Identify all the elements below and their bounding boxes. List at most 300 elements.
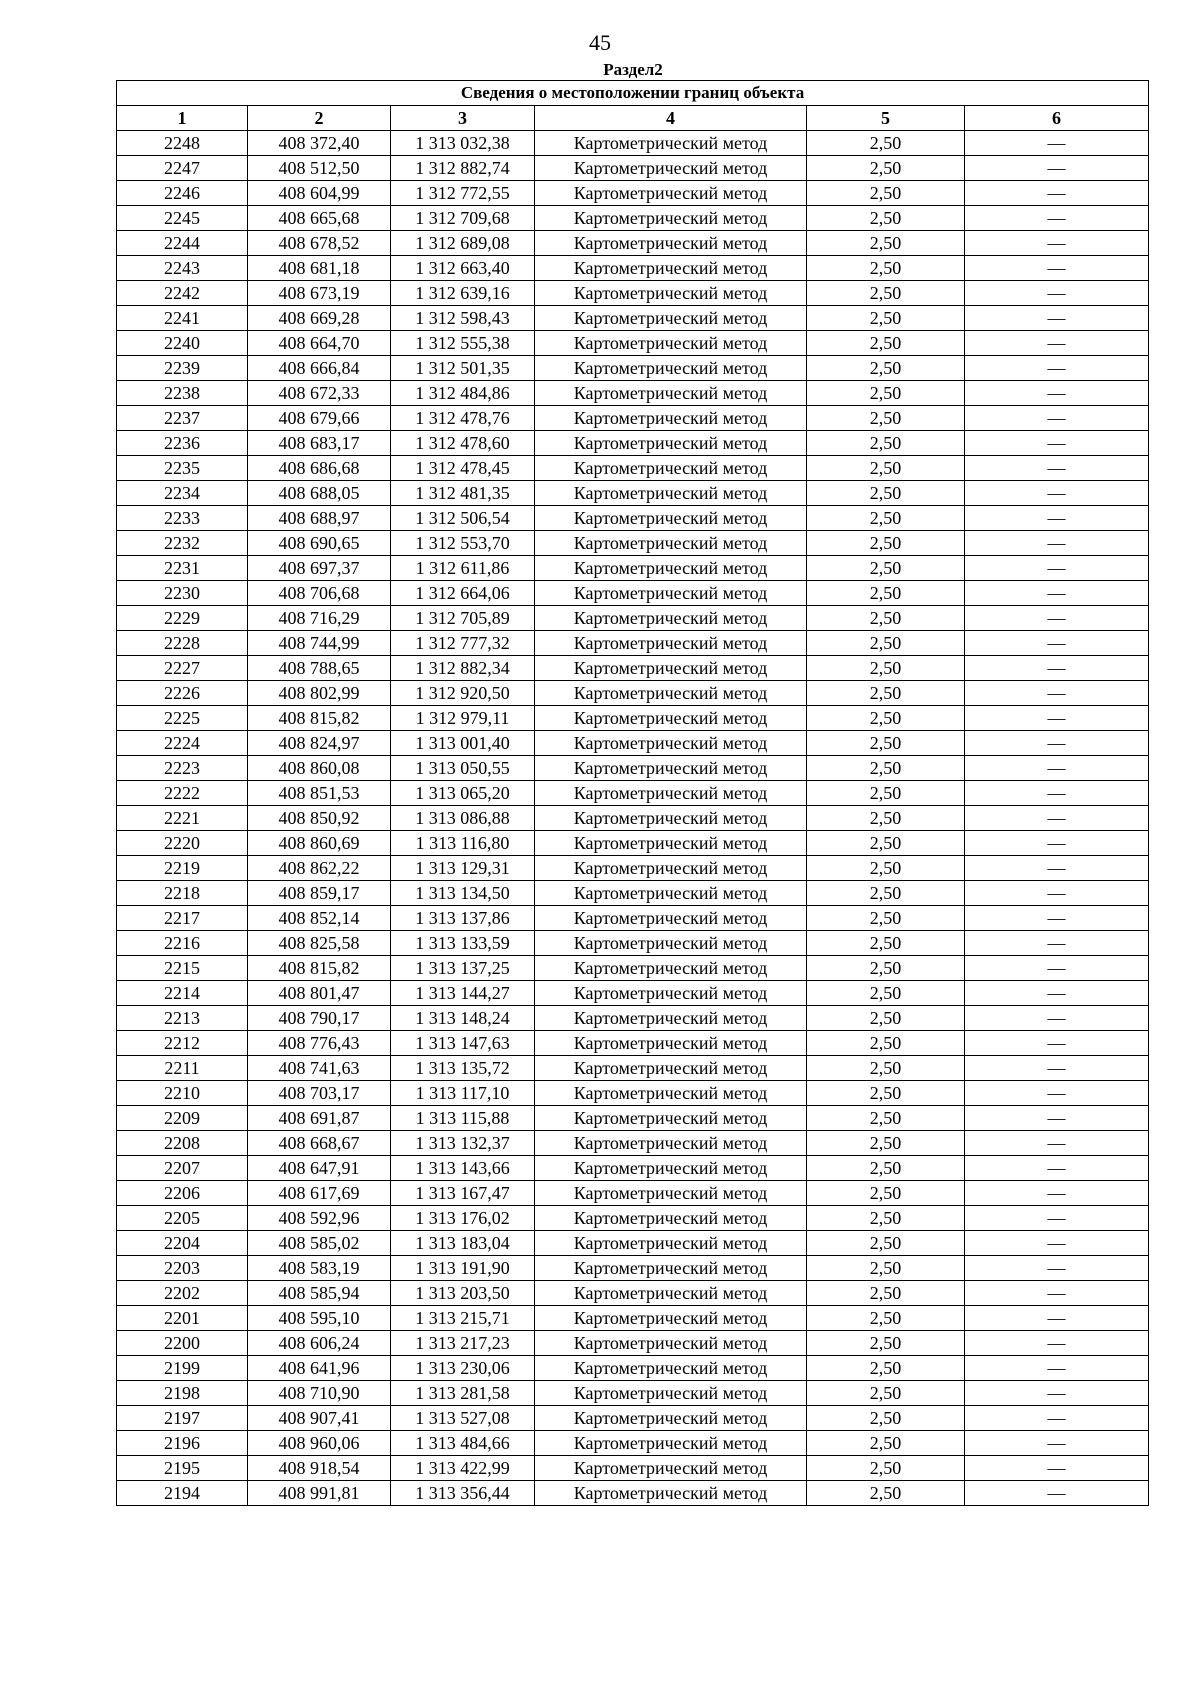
- table-row: [117, 731, 1149, 756]
- y-coordinate-cell: 1 312 553,70: [391, 531, 535, 556]
- accuracy-cell: 2,50: [807, 1306, 965, 1331]
- x-coordinate-cell: 408 583,19: [248, 1256, 391, 1281]
- description-cell: —: [965, 456, 1149, 481]
- point-number-cell: 2209: [117, 1106, 248, 1131]
- description-cell: —: [965, 1406, 1149, 1431]
- point-number-cell: 2245: [117, 206, 248, 231]
- x-coordinate-cell: 408 960,06: [248, 1431, 391, 1456]
- accuracy-cell: 2,50: [807, 706, 965, 731]
- column-number-row: [117, 106, 1149, 131]
- method-cell: Картометрический метод: [535, 406, 807, 431]
- table-row: [117, 1356, 1149, 1381]
- accuracy-cell: 2,50: [807, 606, 965, 631]
- accuracy-cell: 2,50: [807, 1131, 965, 1156]
- y-coordinate-cell: 1 312 777,32: [391, 631, 535, 656]
- description-cell: —: [965, 631, 1149, 656]
- x-coordinate-cell: 408 647,91: [248, 1156, 391, 1181]
- method-cell: Картометрический метод: [535, 256, 807, 281]
- y-coordinate-cell: 1 313 148,24: [391, 1006, 535, 1031]
- table-row: [117, 481, 1149, 506]
- description-cell: —: [965, 156, 1149, 181]
- accuracy-cell: 2,50: [807, 1456, 965, 1481]
- method-cell: Картометрический метод: [535, 731, 807, 756]
- table-row: [117, 831, 1149, 856]
- description-cell: —: [965, 331, 1149, 356]
- point-number-cell: 2232: [117, 531, 248, 556]
- table-row: [117, 356, 1149, 381]
- method-cell: Картометрический метод: [535, 906, 807, 931]
- x-coordinate-cell: 408 681,18: [248, 256, 391, 281]
- description-cell: —: [965, 1456, 1149, 1481]
- method-cell: Картометрический метод: [535, 806, 807, 831]
- point-number-cell: 2242: [117, 281, 248, 306]
- method-cell: Картометрический метод: [535, 381, 807, 406]
- table-row: [117, 656, 1149, 681]
- y-coordinate-cell: 1 313 422,99: [391, 1456, 535, 1481]
- y-coordinate-cell: 1 313 135,72: [391, 1056, 535, 1081]
- description-cell: —: [965, 756, 1149, 781]
- x-coordinate-cell: 408 592,96: [248, 1206, 391, 1231]
- accuracy-cell: 2,50: [807, 231, 965, 256]
- description-cell: —: [965, 1156, 1149, 1181]
- column-number: 4: [535, 106, 807, 131]
- accuracy-cell: 2,50: [807, 1381, 965, 1406]
- x-coordinate-cell: 408 706,68: [248, 581, 391, 606]
- description-cell: —: [965, 881, 1149, 906]
- point-number-cell: 2197: [117, 1406, 248, 1431]
- description-cell: —: [965, 306, 1149, 331]
- y-coordinate-cell: 1 312 705,89: [391, 606, 535, 631]
- point-number-cell: 2226: [117, 681, 248, 706]
- x-coordinate-cell: 408 585,02: [248, 1231, 391, 1256]
- method-cell: Картометрический метод: [535, 1381, 807, 1406]
- accuracy-cell: 2,50: [807, 306, 965, 331]
- table-row: [117, 1106, 1149, 1131]
- point-number-cell: 2201: [117, 1306, 248, 1331]
- y-coordinate-cell: 1 313 217,23: [391, 1331, 535, 1356]
- column-number: 2: [248, 106, 391, 131]
- table-body: [117, 131, 1149, 1506]
- accuracy-cell: 2,50: [807, 981, 965, 1006]
- point-number-cell: 2211: [117, 1056, 248, 1081]
- accuracy-cell: 2,50: [807, 681, 965, 706]
- x-coordinate-cell: 408 744,99: [248, 631, 391, 656]
- accuracy-cell: 2,50: [807, 131, 965, 156]
- x-coordinate-cell: 408 688,97: [248, 506, 391, 531]
- description-cell: —: [965, 206, 1149, 231]
- point-number-cell: 2241: [117, 306, 248, 331]
- y-coordinate-cell: 1 312 555,38: [391, 331, 535, 356]
- table-row: [117, 131, 1149, 156]
- accuracy-cell: 2,50: [807, 1406, 965, 1431]
- x-coordinate-cell: 408 716,29: [248, 606, 391, 631]
- method-cell: Картометрический метод: [535, 1206, 807, 1231]
- point-number-cell: 2221: [117, 806, 248, 831]
- table-row: [117, 856, 1149, 881]
- description-cell: —: [965, 1181, 1149, 1206]
- accuracy-cell: 2,50: [807, 656, 965, 681]
- description-cell: —: [965, 231, 1149, 256]
- table-row: [117, 631, 1149, 656]
- accuracy-cell: 2,50: [807, 431, 965, 456]
- table-row: [117, 506, 1149, 531]
- description-cell: —: [965, 431, 1149, 456]
- point-number-cell: 2218: [117, 881, 248, 906]
- y-coordinate-cell: 1 313 147,63: [391, 1031, 535, 1056]
- table-row: [117, 431, 1149, 456]
- table-row: [117, 1481, 1149, 1506]
- x-coordinate-cell: 408 666,84: [248, 356, 391, 381]
- x-coordinate-cell: 408 673,19: [248, 281, 391, 306]
- point-number-cell: 2202: [117, 1281, 248, 1306]
- accuracy-cell: 2,50: [807, 881, 965, 906]
- y-coordinate-cell: 1 313 215,71: [391, 1306, 535, 1331]
- x-coordinate-cell: 408 860,69: [248, 831, 391, 856]
- accuracy-cell: 2,50: [807, 256, 965, 281]
- y-coordinate-cell: 1 313 050,55: [391, 756, 535, 781]
- description-cell: —: [965, 1481, 1149, 1506]
- table-row: [117, 231, 1149, 256]
- description-cell: —: [965, 1031, 1149, 1056]
- y-coordinate-cell: 1 313 134,50: [391, 881, 535, 906]
- description-cell: —: [965, 1256, 1149, 1281]
- point-number-cell: 2212: [117, 1031, 248, 1056]
- description-cell: —: [965, 381, 1149, 406]
- description-cell: —: [965, 531, 1149, 556]
- accuracy-cell: 2,50: [807, 931, 965, 956]
- description-cell: —: [965, 1381, 1149, 1406]
- point-number-cell: 2217: [117, 906, 248, 931]
- accuracy-cell: 2,50: [807, 156, 965, 181]
- method-cell: Картометрический метод: [535, 581, 807, 606]
- accuracy-cell: 2,50: [807, 831, 965, 856]
- point-number-cell: 2213: [117, 1006, 248, 1031]
- y-coordinate-cell: 1 312 882,34: [391, 656, 535, 681]
- table-row: [117, 681, 1149, 706]
- y-coordinate-cell: 1 312 506,54: [391, 506, 535, 531]
- description-cell: —: [965, 956, 1149, 981]
- point-number-cell: 2199: [117, 1356, 248, 1381]
- table-row: [117, 1256, 1149, 1281]
- x-coordinate-cell: 408 690,65: [248, 531, 391, 556]
- x-coordinate-cell: 408 641,96: [248, 1356, 391, 1381]
- table-row: [117, 1231, 1149, 1256]
- point-number-cell: 2219: [117, 856, 248, 881]
- accuracy-cell: 2,50: [807, 1081, 965, 1106]
- description-cell: —: [965, 681, 1149, 706]
- table-row: [117, 156, 1149, 181]
- x-coordinate-cell: 408 617,69: [248, 1181, 391, 1206]
- point-number-cell: 2222: [117, 781, 248, 806]
- accuracy-cell: 2,50: [807, 956, 965, 981]
- accuracy-cell: 2,50: [807, 1281, 965, 1306]
- x-coordinate-cell: 408 788,65: [248, 656, 391, 681]
- accuracy-cell: 2,50: [807, 381, 965, 406]
- point-number-cell: 2207: [117, 1156, 248, 1181]
- description-cell: —: [965, 256, 1149, 281]
- point-number-cell: 2239: [117, 356, 248, 381]
- accuracy-cell: 2,50: [807, 531, 965, 556]
- y-coordinate-cell: 1 313 144,27: [391, 981, 535, 1006]
- description-cell: —: [965, 781, 1149, 806]
- table-row: [117, 1006, 1149, 1031]
- x-coordinate-cell: 408 703,17: [248, 1081, 391, 1106]
- y-coordinate-cell: 1 312 664,06: [391, 581, 535, 606]
- table-header: [117, 81, 1149, 131]
- point-number-cell: 2240: [117, 331, 248, 356]
- accuracy-cell: 2,50: [807, 1356, 965, 1381]
- point-number-cell: 2247: [117, 156, 248, 181]
- table-row: [117, 406, 1149, 431]
- description-cell: —: [965, 831, 1149, 856]
- method-cell: Картометрический метод: [535, 1006, 807, 1031]
- method-cell: Картометрический метод: [535, 331, 807, 356]
- description-cell: —: [965, 481, 1149, 506]
- table-row: [117, 781, 1149, 806]
- x-coordinate-cell: 408 697,37: [248, 556, 391, 581]
- y-coordinate-cell: 1 313 527,08: [391, 1406, 535, 1431]
- x-coordinate-cell: 408 815,82: [248, 706, 391, 731]
- point-number-cell: 2206: [117, 1181, 248, 1206]
- description-cell: —: [965, 556, 1149, 581]
- description-cell: —: [965, 806, 1149, 831]
- y-coordinate-cell: 1 313 137,86: [391, 906, 535, 931]
- table-row: [117, 1431, 1149, 1456]
- boundary-coordinates-table: [116, 80, 1149, 1506]
- x-coordinate-cell: 408 860,08: [248, 756, 391, 781]
- description-cell: —: [965, 856, 1149, 881]
- x-coordinate-cell: 408 678,52: [248, 231, 391, 256]
- x-coordinate-cell: 408 824,97: [248, 731, 391, 756]
- accuracy-cell: 2,50: [807, 1031, 965, 1056]
- method-cell: Картометрический метод: [535, 1131, 807, 1156]
- y-coordinate-cell: 1 312 663,40: [391, 256, 535, 281]
- point-number-cell: 2198: [117, 1381, 248, 1406]
- x-coordinate-cell: 408 585,94: [248, 1281, 391, 1306]
- section-title: Раздел2: [603, 60, 663, 79]
- x-coordinate-cell: 408 852,14: [248, 906, 391, 931]
- point-number-cell: 2230: [117, 581, 248, 606]
- table-row: [117, 956, 1149, 981]
- method-cell: Картометрический метод: [535, 1156, 807, 1181]
- y-coordinate-cell: 1 313 356,44: [391, 1481, 535, 1506]
- method-cell: Картометрический метод: [535, 281, 807, 306]
- table-row: [117, 306, 1149, 331]
- point-number-cell: 2224: [117, 731, 248, 756]
- point-number-cell: 2229: [117, 606, 248, 631]
- method-cell: Картометрический метод: [535, 356, 807, 381]
- accuracy-cell: 2,50: [807, 1156, 965, 1181]
- y-coordinate-cell: 1 313 133,59: [391, 931, 535, 956]
- method-cell: Картометрический метод: [535, 1306, 807, 1331]
- y-coordinate-cell: 1 312 598,43: [391, 306, 535, 331]
- method-cell: Картометрический метод: [535, 231, 807, 256]
- method-cell: Картометрический метод: [535, 1331, 807, 1356]
- y-coordinate-cell: 1 313 191,90: [391, 1256, 535, 1281]
- method-cell: Картометрический метод: [535, 1106, 807, 1131]
- accuracy-cell: 2,50: [807, 1231, 965, 1256]
- accuracy-cell: 2,50: [807, 1181, 965, 1206]
- accuracy-cell: 2,50: [807, 331, 965, 356]
- y-coordinate-cell: 1 312 478,60: [391, 431, 535, 456]
- table-row: [117, 1281, 1149, 1306]
- method-cell: Картометрический метод: [535, 1356, 807, 1381]
- description-cell: —: [965, 706, 1149, 731]
- accuracy-cell: 2,50: [807, 1206, 965, 1231]
- table-row: [117, 1456, 1149, 1481]
- method-cell: Картометрический метод: [535, 1231, 807, 1256]
- method-cell: Картометрический метод: [535, 656, 807, 681]
- method-cell: Картометрический метод: [535, 1256, 807, 1281]
- table-row: [117, 756, 1149, 781]
- point-number-cell: 2210: [117, 1081, 248, 1106]
- table-row: [117, 1056, 1149, 1081]
- x-coordinate-cell: 408 859,17: [248, 881, 391, 906]
- description-cell: —: [965, 1356, 1149, 1381]
- description-cell: —: [965, 731, 1149, 756]
- table-row: [117, 381, 1149, 406]
- method-cell: Картометрический метод: [535, 181, 807, 206]
- y-coordinate-cell: 1 312 772,55: [391, 181, 535, 206]
- point-number-cell: 2204: [117, 1231, 248, 1256]
- x-coordinate-cell: 408 850,92: [248, 806, 391, 831]
- y-coordinate-cell: 1 312 478,76: [391, 406, 535, 431]
- x-coordinate-cell: 408 991,81: [248, 1481, 391, 1506]
- accuracy-cell: 2,50: [807, 581, 965, 606]
- y-coordinate-cell: 1 313 117,10: [391, 1081, 535, 1106]
- y-coordinate-cell: 1 313 001,40: [391, 731, 535, 756]
- x-coordinate-cell: 408 669,28: [248, 306, 391, 331]
- point-number-cell: 2220: [117, 831, 248, 856]
- table-row: [117, 456, 1149, 481]
- accuracy-cell: 2,50: [807, 181, 965, 206]
- y-coordinate-cell: 1 312 639,16: [391, 281, 535, 306]
- y-coordinate-cell: 1 313 129,31: [391, 856, 535, 881]
- accuracy-cell: 2,50: [807, 1256, 965, 1281]
- point-number-cell: 2223: [117, 756, 248, 781]
- method-cell: Картометрический метод: [535, 131, 807, 156]
- y-coordinate-cell: 1 312 920,50: [391, 681, 535, 706]
- accuracy-cell: 2,50: [807, 1106, 965, 1131]
- y-coordinate-cell: 1 312 979,11: [391, 706, 535, 731]
- method-cell: Картометрический метод: [535, 981, 807, 1006]
- table-row: [117, 931, 1149, 956]
- y-coordinate-cell: 1 312 611,86: [391, 556, 535, 581]
- method-cell: Картометрический метод: [535, 1406, 807, 1431]
- accuracy-cell: 2,50: [807, 281, 965, 306]
- accuracy-cell: 2,50: [807, 406, 965, 431]
- table-row: [117, 531, 1149, 556]
- description-cell: —: [965, 1331, 1149, 1356]
- y-coordinate-cell: 1 313 176,02: [391, 1206, 535, 1231]
- table-row: [117, 606, 1149, 631]
- method-cell: Картометрический метод: [535, 1431, 807, 1456]
- accuracy-cell: 2,50: [807, 631, 965, 656]
- point-number-cell: 2233: [117, 506, 248, 531]
- table-row: [117, 1031, 1149, 1056]
- x-coordinate-cell: 408 815,82: [248, 956, 391, 981]
- table-row: [117, 1131, 1149, 1156]
- point-number-cell: 2227: [117, 656, 248, 681]
- table-row: [117, 556, 1149, 581]
- method-cell: Картометрический метод: [535, 756, 807, 781]
- y-coordinate-cell: 1 312 481,35: [391, 481, 535, 506]
- table-caption-row: [117, 81, 1149, 106]
- table-row: [117, 981, 1149, 1006]
- accuracy-cell: 2,50: [807, 1481, 965, 1506]
- description-cell: —: [965, 1106, 1149, 1131]
- x-coordinate-cell: 408 691,87: [248, 1106, 391, 1131]
- y-coordinate-cell: 1 313 183,04: [391, 1231, 535, 1256]
- method-cell: Картометрический метод: [535, 156, 807, 181]
- accuracy-cell: 2,50: [807, 356, 965, 381]
- x-coordinate-cell: 408 825,58: [248, 931, 391, 956]
- table-row: [117, 906, 1149, 931]
- point-number-cell: 2228: [117, 631, 248, 656]
- y-coordinate-cell: 1 313 281,58: [391, 1381, 535, 1406]
- table-row: [117, 806, 1149, 831]
- table-row: [117, 256, 1149, 281]
- method-cell: Картометрический метод: [535, 1081, 807, 1106]
- method-cell: Картометрический метод: [535, 931, 807, 956]
- point-number-cell: 2215: [117, 956, 248, 981]
- y-coordinate-cell: 1 313 137,25: [391, 956, 535, 981]
- method-cell: Картометрический метод: [535, 1281, 807, 1306]
- method-cell: Картометрический метод: [535, 1181, 807, 1206]
- y-coordinate-cell: 1 313 115,88: [391, 1106, 535, 1131]
- x-coordinate-cell: 408 801,47: [248, 981, 391, 1006]
- point-number-cell: 2238: [117, 381, 248, 406]
- column-number: 3: [391, 106, 535, 131]
- accuracy-cell: 2,50: [807, 906, 965, 931]
- method-cell: Картометрический метод: [535, 1456, 807, 1481]
- point-number-cell: 2205: [117, 1206, 248, 1231]
- x-coordinate-cell: 408 741,63: [248, 1056, 391, 1081]
- y-coordinate-cell: 1 313 143,66: [391, 1156, 535, 1181]
- point-number-cell: 2237: [117, 406, 248, 431]
- x-coordinate-cell: 408 790,17: [248, 1006, 391, 1031]
- point-number-cell: 2235: [117, 456, 248, 481]
- x-coordinate-cell: 408 862,22: [248, 856, 391, 881]
- y-coordinate-cell: 1 313 230,06: [391, 1356, 535, 1381]
- method-cell: Картометрический метод: [535, 831, 807, 856]
- y-coordinate-cell: 1 313 116,80: [391, 831, 535, 856]
- description-cell: —: [965, 281, 1149, 306]
- table-row: [117, 581, 1149, 606]
- method-cell: Картометрический метод: [535, 706, 807, 731]
- accuracy-cell: 2,50: [807, 856, 965, 881]
- point-number-cell: 2200: [117, 1331, 248, 1356]
- description-cell: —: [965, 1006, 1149, 1031]
- accuracy-cell: 2,50: [807, 806, 965, 831]
- table-row: [117, 181, 1149, 206]
- x-coordinate-cell: 408 606,24: [248, 1331, 391, 1356]
- table-row: [117, 1206, 1149, 1231]
- description-cell: —: [965, 606, 1149, 631]
- point-number-cell: 2231: [117, 556, 248, 581]
- description-cell: —: [965, 1131, 1149, 1156]
- y-coordinate-cell: 1 313 132,37: [391, 1131, 535, 1156]
- point-number-cell: 2246: [117, 181, 248, 206]
- description-cell: —: [965, 981, 1149, 1006]
- accuracy-cell: 2,50: [807, 556, 965, 581]
- x-coordinate-cell: 408 372,40: [248, 131, 391, 156]
- column-number: 5: [807, 106, 965, 131]
- method-cell: Картометрический метод: [535, 631, 807, 656]
- accuracy-cell: 2,50: [807, 1006, 965, 1031]
- method-cell: Картометрический метод: [535, 306, 807, 331]
- description-cell: —: [965, 656, 1149, 681]
